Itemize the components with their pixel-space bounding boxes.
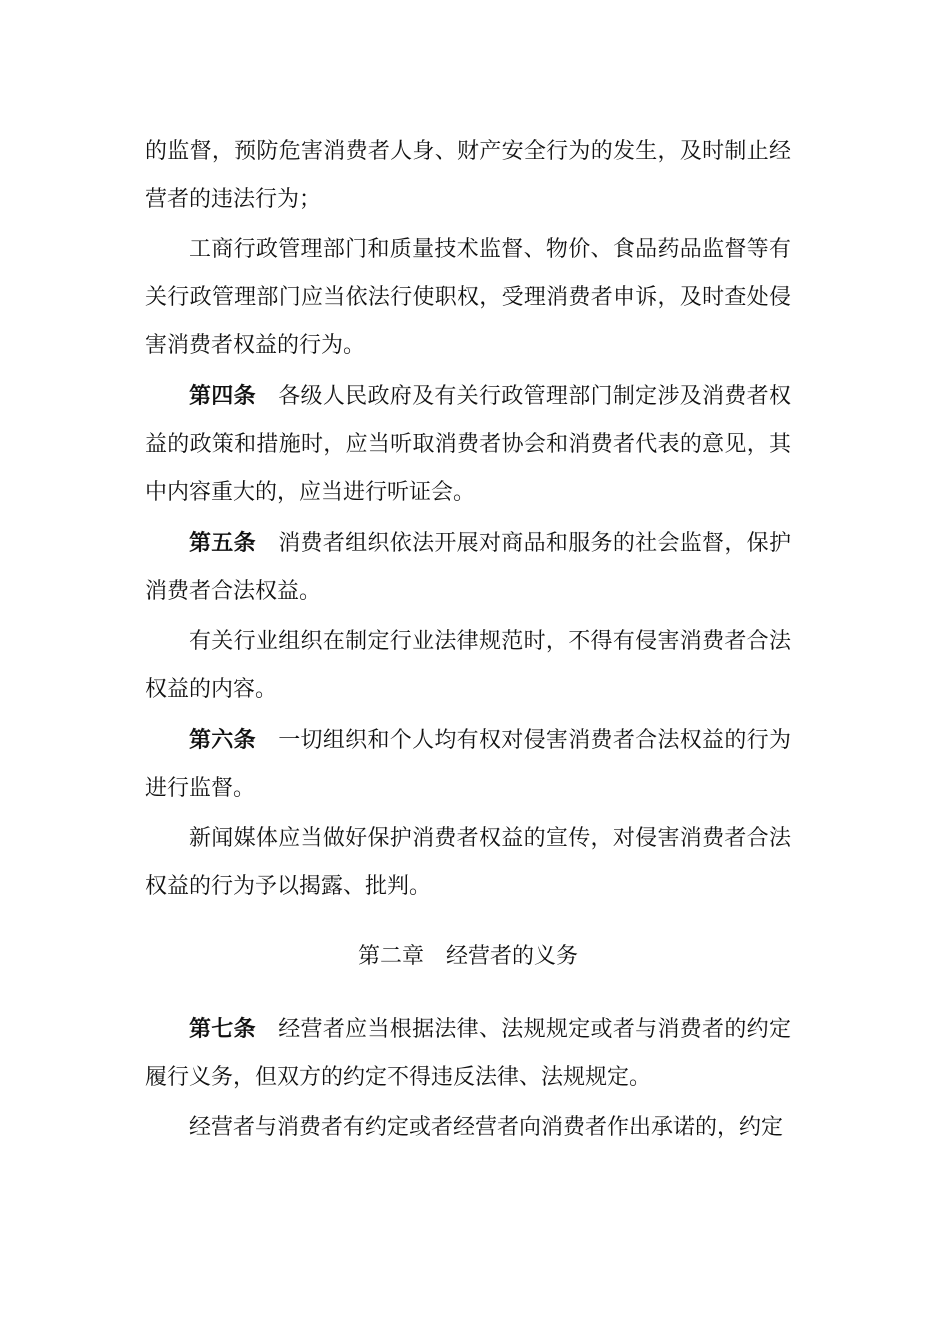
article-number: 第七条 [189,1016,256,1042]
article-paragraph [145,1005,791,1102]
paragraph-text: 新闻媒体应当做好保护消费者权益的宣传，对侵害消费者合法权益的行为予以揭露、批判。 [145,826,791,899]
article-number: 第五条 [189,530,256,556]
paragraph-text: 各级人民政府及有关行政管理部门制定涉及消费者权益的政策和措施时，应当听取消费者协会和消费者代表的意见，其中内容重大的，应当进行听证会。 [145,384,791,505]
article-paragraph [145,372,791,517]
paragraph-text: 经营者应当根据法律、法规规定或者与消费者的约定履行义务，但双方的约定不得违反法律、法规规定。 [145,1017,791,1090]
paragraph-text: 经营者与消费者有约定或者经营者向消费者作出承诺的，约定 [189,1115,784,1140]
paragraph [145,128,791,224]
paragraph-text: 的监督，预防危害消费者人身、财产安全行为的发生，及时制止经营者的违法行为； [145,139,791,212]
paragraph [145,1104,791,1152]
chapter-title: 经营者的义务 [446,944,579,969]
article-paragraph [145,716,791,813]
chapter-number: 第二章 [357,944,424,969]
chapter-heading [145,933,791,981]
paragraph-text: 一切组织和个人均有权对侵害消费者合法权益的行为进行监督。 [145,728,791,801]
paragraph [145,226,791,370]
article-number: 第四条 [189,383,256,409]
paragraph-text: 工商行政管理部门和质量技术监督、物价、食品药品监督等有关行政管理部门应当依法行使职权，受理消费者申诉，及时查处侵害消费者权益的行为。 [145,237,791,358]
paragraph-text: 有关行业组织在制定行业法律规范时，不得有侵害消费者合法权益的内容。 [145,629,791,702]
document-page [145,128,791,1154]
paragraph-text: 消费者组织依法开展对商品和服务的社会监督，保护消费者合法权益。 [145,531,791,604]
paragraph [145,815,791,911]
article-paragraph [145,519,791,616]
paragraph [145,618,791,714]
article-number: 第六条 [189,727,256,753]
